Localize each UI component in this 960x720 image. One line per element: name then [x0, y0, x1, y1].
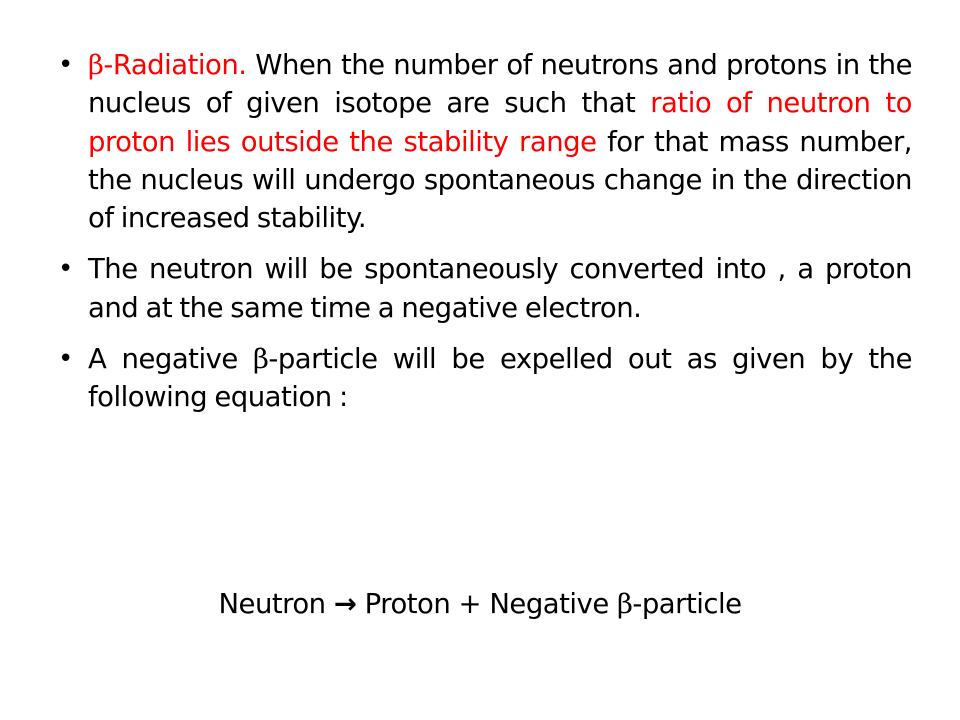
beta-symbol: β	[88, 49, 104, 81]
beta-symbol: β	[253, 343, 269, 376]
paragraph-text: When the number of neutrons and protons in the nucleus of given isotope are such that	[88, 49, 912, 120]
equation-rhs: Proton + Negative	[356, 588, 617, 620]
bullet-dot-icon: •	[58, 344, 74, 375]
bullet-paragraph	[88, 46, 912, 237]
bullet-paragraph	[88, 340, 912, 417]
beta-symbol: β	[617, 588, 633, 620]
bullet-dot-icon: •	[58, 50, 74, 80]
decay-equation	[52, 585, 908, 623]
bullet-item-neutron-conversion	[52, 250, 912, 327]
bullet-item-negative-beta	[52, 340, 912, 417]
bullet-item-beta-radiation	[52, 46, 912, 237]
section-heading	[88, 49, 247, 81]
paragraph-text: -particle will be expelled out as given by the following equation :	[88, 343, 912, 414]
heading-text: -Radiation.	[103, 49, 247, 81]
paragraph-text: A negative	[88, 343, 253, 376]
bullet-list	[52, 46, 912, 430]
arrow-right-icon: →	[333, 588, 357, 620]
paragraph-text: for that mass number, the nucleus will undergo spontaneous change in the direction of increased stability.	[88, 125, 912, 235]
equation-rhs-suffix: -particle	[632, 588, 742, 620]
equation-lhs: Neutron	[218, 588, 334, 620]
bullet-dot-icon: •	[58, 254, 74, 285]
highlighted-text: ratio of neutron to proton lies outside the stability range	[88, 87, 912, 158]
bullet-paragraph: The neutron will be spontaneously converted into , a proton and at the same time a negative electron.	[88, 253, 912, 324]
